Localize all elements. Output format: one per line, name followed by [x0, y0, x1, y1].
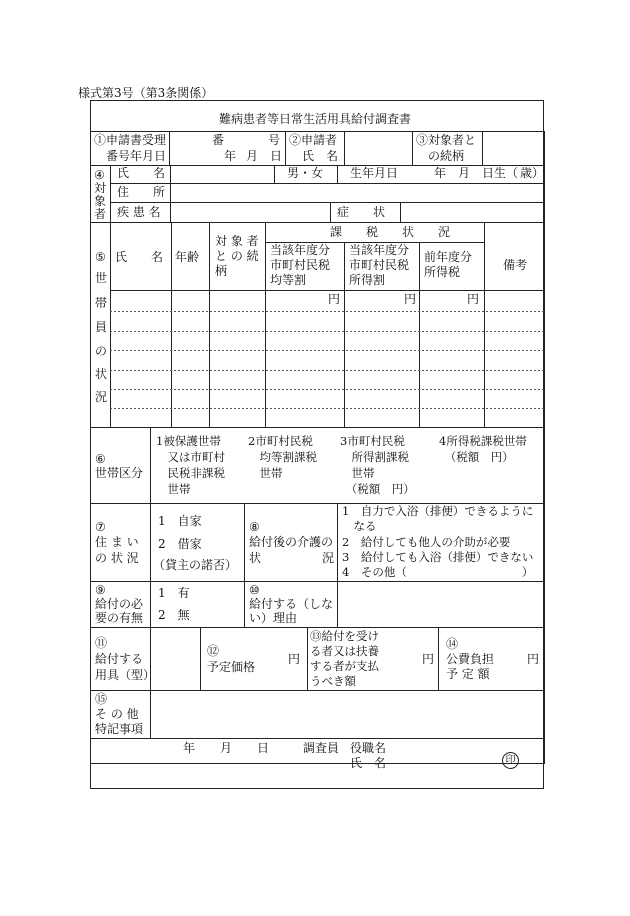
tax-col-2: 当該年度分: [349, 243, 410, 257]
necessity-option-2: 2 無: [158, 608, 190, 622]
price-label: 予定価格: [207, 660, 256, 674]
reason-number: ⑩: [249, 583, 260, 597]
housing-label: 住 ま い: [95, 535, 139, 549]
applicant-label: 氏 名: [302, 149, 339, 163]
tax-col-2: 所得割: [349, 273, 386, 287]
necessity-label: 給付の必: [95, 597, 144, 611]
sign-year: 年: [183, 741, 196, 755]
care-option-1: なる: [342, 519, 377, 533]
section-number: ⑤: [95, 250, 106, 264]
category-option-2: 2市町村民税: [248, 434, 313, 448]
remarks-label: 特記事項: [95, 722, 144, 736]
year-label: 年: [224, 149, 237, 163]
tax-col-3: 前年度分: [424, 250, 473, 264]
investigator-label: 調査員: [303, 741, 340, 755]
section-char: 況: [95, 390, 108, 404]
category-option-4: 4所得税課税世帯: [439, 434, 527, 448]
tax-col-2: 市町村民税: [349, 258, 410, 272]
necessity-label: 要の有無: [95, 611, 144, 625]
section-char: 状: [95, 367, 108, 381]
yen-unit: 円: [422, 652, 435, 666]
tax-header: 課 税 状 況: [330, 225, 451, 239]
form-number: 様式第3号（第3条関係）: [78, 86, 214, 100]
birth-year: 年: [434, 166, 447, 180]
remarks-label: そ の 他: [95, 707, 139, 721]
tax-col-1: 均等割: [270, 273, 307, 287]
address-label: 住 所: [117, 185, 166, 199]
age-label: 歳）: [520, 166, 545, 180]
tax-col-3: 所得税: [424, 265, 461, 279]
yen-unit: 円: [404, 292, 417, 306]
care-label: 状: [249, 551, 262, 565]
symptom-label: 症 状: [337, 205, 386, 219]
col-age: 年齢: [175, 250, 200, 264]
public-number: ⑭: [446, 637, 459, 651]
applicant-label: ②申請者: [289, 133, 338, 147]
category-label: 世帯区分: [95, 466, 144, 480]
yen-unit: 円: [527, 652, 540, 666]
birth-day: 日生（: [482, 166, 519, 180]
payer-label: する者が支払: [310, 659, 379, 673]
section-char: 対: [94, 181, 107, 195]
col-relation: 対 象 者: [215, 234, 259, 248]
receipt-label: 番号年月日: [106, 149, 167, 163]
housing-number: ⑦: [95, 520, 106, 534]
sex-label: 男・女: [287, 166, 324, 180]
col-relation: 柄: [215, 264, 228, 278]
remarks-number: ⑮: [95, 692, 108, 706]
ban-label: 番: [212, 133, 225, 147]
category-option-1: 1被保護世帯: [156, 434, 221, 448]
yen-unit: 円: [328, 292, 341, 306]
day-label: 日: [270, 149, 283, 163]
relation-label: ③対象者と: [416, 133, 477, 147]
equipment-label: 用具（型）: [95, 668, 156, 682]
section-char: 員: [95, 320, 108, 334]
care-number: ⑧: [249, 520, 260, 534]
care-option-2: 2 給付しても他人の介助が必要: [342, 535, 511, 549]
care-label: 況: [322, 551, 335, 565]
name-label: 氏 名: [117, 166, 166, 180]
equipment-label: 給付する: [95, 652, 144, 666]
name-label: 氏 名: [350, 756, 387, 770]
section-char: 帯: [95, 296, 108, 310]
category-number: ⑥: [95, 452, 106, 466]
sign-day: 日: [257, 741, 270, 755]
section-char: 世: [95, 271, 108, 285]
public-label: 公費負担: [446, 652, 495, 666]
document-title: 難病患者等日常生活用具給付調査書: [218, 112, 411, 126]
care-label: 給付後の介護の: [249, 535, 334, 549]
position-label: 役職名: [350, 741, 387, 755]
yen-unit: 円: [288, 652, 301, 666]
payer-label: ⑬給付を受け: [310, 629, 379, 643]
yen-unit: 円: [467, 292, 480, 306]
equipment-number: ⑪: [95, 636, 108, 650]
section-char: 者: [94, 207, 107, 221]
payer-label: うべき額: [310, 674, 356, 688]
section-char: 象: [94, 194, 107, 208]
birth-month: 月: [458, 166, 471, 180]
housing-option-2: 2 借家: [158, 537, 202, 551]
housing-label: の 状 況: [95, 551, 139, 565]
col-relation: と の 続: [215, 249, 259, 263]
section-number: ④: [94, 168, 105, 182]
category-option-2: 世帯: [248, 466, 283, 480]
category-option-4: （税額 円）: [439, 450, 514, 464]
relation-label: の続柄: [428, 149, 465, 163]
housing-option-2-note: （貸主の諾否）: [153, 558, 238, 572]
housing-option-1: 1 自家: [158, 514, 202, 528]
category-option-2: 均等割課税: [248, 450, 317, 464]
seal-mark: 印: [502, 752, 519, 769]
care-option-1: 1 自力で入浴（排便）できるように: [342, 504, 534, 518]
birth-label: 生年月日: [350, 166, 399, 180]
category-option-3: （税額 円）: [340, 482, 415, 496]
price-number: ⑫: [207, 644, 220, 658]
reason-label: い）理由: [249, 611, 298, 625]
col-name: 氏 名: [115, 250, 164, 264]
reason-label: 給付する（しな: [249, 597, 334, 611]
category-option-3: 所得割課税: [340, 450, 409, 464]
tax-col-1: 市町村民税: [270, 258, 331, 272]
section-char: の: [95, 344, 108, 358]
go-label: 号: [268, 133, 281, 147]
necessity-number: ⑨: [95, 583, 106, 597]
tax-col-1: 当該年度分: [270, 243, 331, 257]
care-option-3: 3 給付しても入浴（排便）できない: [342, 550, 534, 564]
sign-month: 月: [220, 741, 233, 755]
col-remarks: 備考: [503, 258, 528, 272]
category-option-1: 又は市町村: [156, 450, 225, 464]
necessity-option-1: 1 有: [158, 586, 190, 600]
category-option-3: 3市町村民税: [340, 434, 405, 448]
category-option-1: 民税非課税: [156, 466, 225, 480]
payer-label: る者又は扶養: [310, 644, 379, 658]
month-label: 月: [246, 149, 259, 163]
public-label: 予 定 額: [446, 667, 490, 681]
receipt-label: ①申請書受理: [94, 133, 167, 147]
disease-label: 疾 患 名: [117, 205, 161, 219]
category-option-3: 世帯: [340, 466, 375, 480]
care-option-4: 4 その他（ ）: [342, 565, 534, 579]
category-option-1: 世帯: [156, 482, 191, 496]
